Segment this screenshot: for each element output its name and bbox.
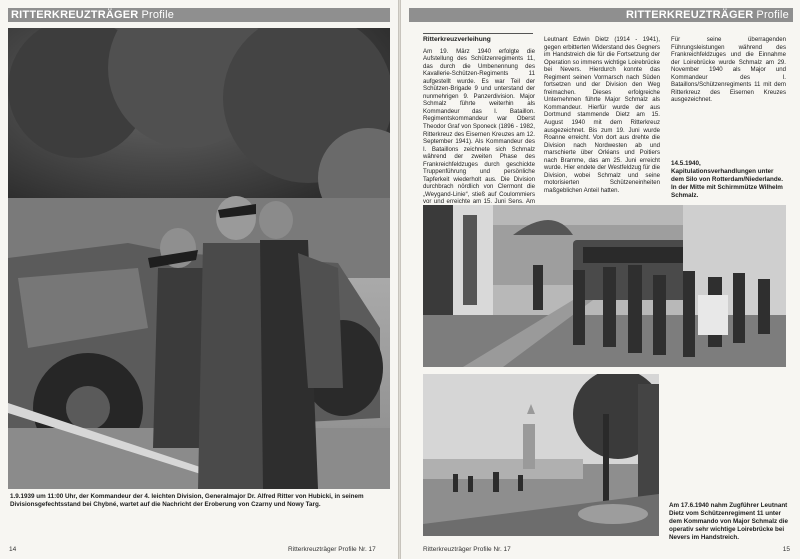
- text-column-3: [671, 36, 786, 104]
- footer-title-right: Ritterkreuzträger Profile Nr. 17: [423, 546, 511, 553]
- page-number-left: 14: [9, 546, 17, 553]
- header-brand-text: RITTERKREUZTRÄGER: [11, 9, 139, 21]
- photo-officers-vehicle-image: [8, 28, 390, 489]
- left-photo-caption-text: 1.9.1939 um 11:00 Uhr, der Kommandeur der 4. leichten Division, Generalmajor Dr. Alfred Ritter von Hubicki, in seinem Divisionsgefechtsstand bei Chybné, wartet auf die Nachricht der Eroberung von Czarny und Nowy Targ.: [10, 493, 364, 508]
- caption-nevers: [669, 502, 789, 542]
- section-title: Ritterkreuzverleihung: [423, 36, 491, 43]
- header-suffix-text: Profile: [141, 9, 175, 21]
- caption-rotterdam: [671, 160, 786, 200]
- right-page: [401, 0, 800, 559]
- section-rule: [423, 33, 533, 34]
- photo-rotterdam-surrender: [423, 205, 786, 367]
- text-column-2-body: Leutnant Edwin Dietz (1914 - 1941), gegen erbitterten Widerstand des Gegners im Handstreich die für die Fortsetzung der Operation so immens wichtige Loirebrücke bei Nevers. Hierdurch konnte das Regiment seinen Vormarsch nach Süden fortsetzen und der Division den Weg freimachen. Dieses erfolgreiche Unternehmen führte Major Schmalz als Kommandeur. Hierfür wurde der aus Dortmund stammende Dietz am 15. August 1940 mit dem Ritterkreuz ausgezeichnet. Bis zum 19. Juni wurde Roanne erreicht. Von dort aus drehte die Division nach Nordwesten ab und marschierte über Orléans und Poitiers nach Bramme, das am 25. Juni erreicht wurde. Hier endete der Westfeldzug für die Division, wobei Schmalz und seine motorisierten Schützeneinheiten maßgeblichen Anteil hatten.: [544, 36, 660, 194]
- page-number-right: 15: [782, 546, 790, 553]
- footer-title-left: Ritterkreuzträger Profile Nr. 17: [288, 546, 376, 553]
- photo-nevers-image: [423, 374, 659, 536]
- header-brand-left: [11, 8, 174, 22]
- page-header-left: [8, 8, 390, 22]
- page-header-right: [409, 8, 793, 22]
- text-column-1: [423, 36, 535, 221]
- left-photo-caption: [10, 493, 388, 509]
- photo-divisional-command-post: [8, 28, 390, 489]
- header-brand-right: [626, 8, 789, 22]
- left-page: [0, 0, 398, 559]
- photo-nevers-bridge: [423, 374, 659, 536]
- photo-rotterdam-image: [423, 205, 786, 367]
- caption-rotterdam-text: 14.5.1940, Kapitulationsverhandlungen unter dem Silo von Rotterdam/Niederlande. In der Mitte mit Schirmmütze Wilhelm Schmalz.: [671, 160, 783, 199]
- header-suffix-text: Profile: [756, 9, 789, 21]
- text-column-1-body: Am 19. März 1940 erfolgte die Aufstellung des Schützenregiments 11, das durch die Umbenennung des Kavallerie-Schützen-Regiments 11 aufgestellt wurde. Es war Teil der Schützen-Brigade 9 und unterstand der nunmehrigen 9. Panzerdivision. Major Schmalz führte weiterhin als Kommandeur das I. Bataillon. Regimentskommandeur war Oberst Theodor Graf von Sponeck (1896 - 1982, Ritterkreuz des Eisernen Kreuzes am 12. September 1941). Als Kommandeur des I. Bataillons zeichnete sich Schmalz während der zweiten Phase des Frankreichfeldzuges durch geschickte Truppenführung und persönliche Tapferkeit wiederholt aus. Die Division durchbrach nördlich von Clermont die „Weygand-Linie“, stieß auf Coulommiers vor und erreichte am 15. Juni Sens. Am: [423, 47, 535, 206]
- text-column-2: [544, 36, 660, 194]
- header-brand-text: RITTERKREUZTRÄGER: [625, 9, 754, 21]
- text-column-3-body: Für seine überragenden Führungsleistungen während des Frankreichfeldzuges und die Einnahme der Loirebrücke wurde Schmalz am 29. November 1940 als Major und Kommandeur des I. Bataillons/Schützenregiments 11 mit dem Ritterkreuz des Eisernen Kreuzes ausgezeichnet.: [671, 36, 786, 104]
- caption-nevers-text: Am 17.6.1940 nahm Zugführer Leutnant Dietz vom Schützenregiment 11 unter dem Kommando von Major Schmalz die operativ sehr wichtige Loirebrücke bei Nevers im Handstreich.: [669, 502, 788, 541]
